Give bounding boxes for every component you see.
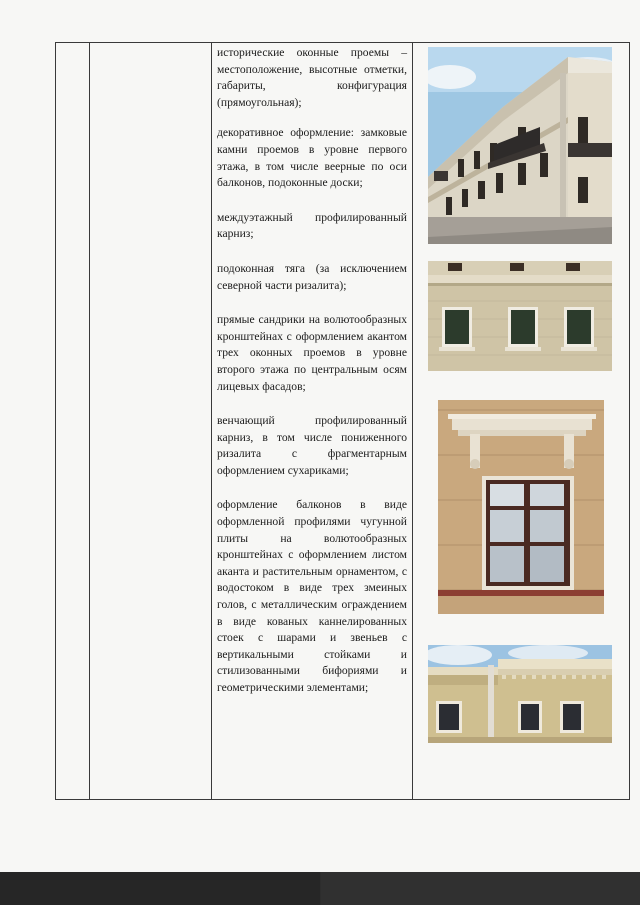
item-decorative-keystones: декоративное оформление: замковые камни проемов в уровне первого этажа, в том числе веерные по оси балконов, подоконные доски; xyxy=(217,126,407,190)
photo-window-sandrik xyxy=(438,400,604,614)
scanner-bottom-right xyxy=(321,872,640,905)
photo-building-facade xyxy=(428,47,612,244)
item-sandriks: прямые сандрики на волютообразных кронштейнах с оформлением акантом трех оконных проемов в уровне второго этажа по центральным осям лицевых фасадов; xyxy=(217,313,407,393)
item-interfloor-cornice: междуэтажный профилированный карниз; xyxy=(217,210,407,241)
number-cell xyxy=(56,43,90,800)
photo-crowning-cornice xyxy=(428,645,612,743)
item-sill-band: подоконная тяга (за исключением северной части ризалита); xyxy=(217,261,407,292)
item-balconies: оформление балконов в виде оформленной профилями чугунной плиты на волютообразных кронштейнах с оформлением листом аканта и растительным орнаментом, с водостоком в виде трех змеиных голов, с металлическим ограждением в виде кованых каннелированных стоек с шарами и звеньев с вертикальными стойками и стилизованными бифориями и геометрическими элементами; xyxy=(217,498,407,694)
scanner-bottom-left xyxy=(0,872,320,905)
item-window-openings: исторические оконные проемы – местоположение, высотные отметки, габариты, конфигурация (прямоугольная); xyxy=(217,46,407,109)
table-row xyxy=(56,43,630,800)
description-cell xyxy=(212,43,413,800)
item-crowning-cornice: венчающий профилированный карниз, в том числе пониженного ризалита с фрагментарным оформлением сухариками; xyxy=(217,414,407,477)
protected-elements-table xyxy=(55,42,630,800)
photo-sill-band-windows xyxy=(428,261,612,371)
object-cell xyxy=(90,43,212,800)
photo-cell xyxy=(413,43,630,800)
